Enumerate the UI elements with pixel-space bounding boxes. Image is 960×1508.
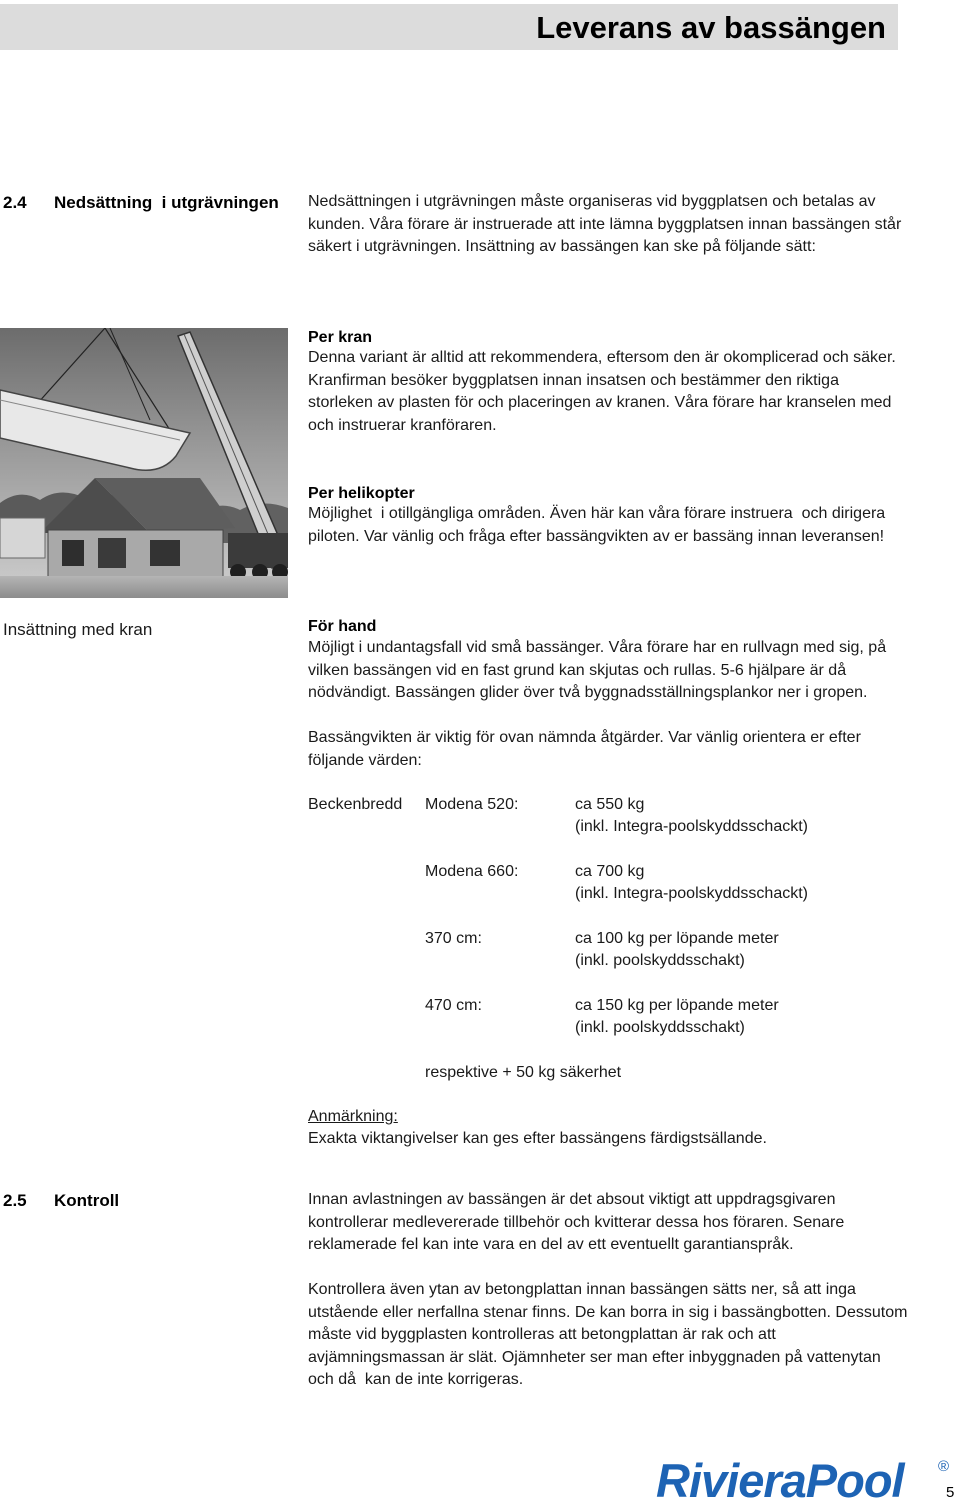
weight-row-value: ca 700 kg xyxy=(575,863,645,880)
photo-caption: Insättning med kran xyxy=(3,620,153,639)
weight-row-note: (inkl. Integra-poolskyddsschackt) xyxy=(575,885,808,902)
section-title: Nedsättning i utgrävningen xyxy=(54,193,279,212)
weight-row-note: (inkl. poolskyddsschakt) xyxy=(575,1019,745,1036)
page-number: 5 xyxy=(946,1484,955,1501)
weight-row-label: Modena 520: xyxy=(425,796,519,813)
kontroll-para-1: Innan avlastningen av bassängen är det absout viktigt att uppdragsgivaren kontrollerar medlevererade tillbehör och kvitterar dessa hos föraren. Senare reklamerade fel kan inte vara en del av ett eventuellt garantianspråk. xyxy=(308,1191,845,1253)
weight-row-note: (inkl. Integra-poolskyddsschackt) xyxy=(575,818,808,835)
title-bar xyxy=(0,4,898,50)
section-number: 2.4 xyxy=(3,193,27,212)
weight-row-value: ca 100 kg per löpande meter xyxy=(575,930,779,947)
per-helikopter-heading: Per helikopter xyxy=(308,485,415,502)
weight-row-label: Modena 660: xyxy=(425,863,519,880)
weight-row-value: ca 550 kg xyxy=(575,796,645,813)
page-title: Leverans av bassängen xyxy=(536,10,886,45)
weight-row-value: ca 150 kg per löpande meter xyxy=(575,997,779,1014)
per-kran-heading: Per kran xyxy=(308,329,373,346)
rivierapool-logo xyxy=(656,1455,956,1508)
section-intro: Nedsättningen i utgrävningen måste organiseras vid byggplatsen och betalas av kunden. Våra förare är instruerade att inte lämna byggplatsen innan bassängen står säkert i utgrävningen. Insättning av bassängen kan ske på följande sätt: xyxy=(308,193,902,255)
per-kran-text: Denna variant är alltid att rekommendera, eftersom den är okomplicerad och säker. Kranfirman besöker byggplatsen innan insatsen och bestämmer den riktiga storleken av plasten för och placeringen av kranen. Våra förare har kranselen med och instruerar kranföraren. xyxy=(308,349,896,434)
remark-text: Exakta viktangivelser kan ges efter bassängens färdigstsällande. xyxy=(308,1130,767,1147)
for-hand-text: Möjligt i undantagsfall vid små bassänger. Våra förare har en rullvagn med sig, på vilken bassängen vid en fast grund kan skjutas och rullas. 5-6 hjälpare är då nödvändigt. Bassängen glider över två byggnadsställningsplankor ner i gropen. xyxy=(308,639,887,701)
weight-row-label: 370 cm: xyxy=(425,930,482,947)
weight-row-note: (inkl. poolskyddsschakt) xyxy=(575,952,745,969)
crane-lifting-pool-image xyxy=(0,328,288,598)
weight-row-label: 470 cm: xyxy=(425,997,482,1014)
section-title: Kontroll xyxy=(54,1191,120,1210)
logo-wordmark xyxy=(656,1455,956,1503)
weights-extra: respektive + 50 kg säkerhet xyxy=(425,1064,622,1081)
for-hand-heading: För hand xyxy=(308,618,377,635)
logo-registered-mark: ® xyxy=(938,1458,950,1475)
weight-intro: Bassängvikten är viktig för ovan nämnda åtgärder. Var vänlig orientera er efter följande värden: xyxy=(308,729,861,769)
remark-label: Anmärkning: xyxy=(308,1108,398,1125)
weights-group-label: Beckenbredd xyxy=(308,796,403,813)
section-number: 2.5 xyxy=(3,1191,27,1210)
logo-text: RivieraPool xyxy=(656,1455,904,1503)
per-helikopter-text: Möjlighet i otillgängliga områden. Även här kan våra förare instruera och dirigera piloten. Var vänlig och fråga efter bassängvikten av er bassäng innan leveransen! xyxy=(308,505,890,545)
crane-photo xyxy=(0,328,288,598)
kontroll-para-2: Kontrollera även ytan av betongplattan innan bassängen sätts ner, så att inga utstående eller nerfallna stenar finns. De kan borra in sig i bassängbotten. Dessutom måste vid byggplasten kontrolleras att betongplattan är rak och att avjämningsmassan är slät. Ojämnheter ser man efter inbyggnaden på vattenytan och då kan de inte korrigeras. xyxy=(308,1281,912,1388)
